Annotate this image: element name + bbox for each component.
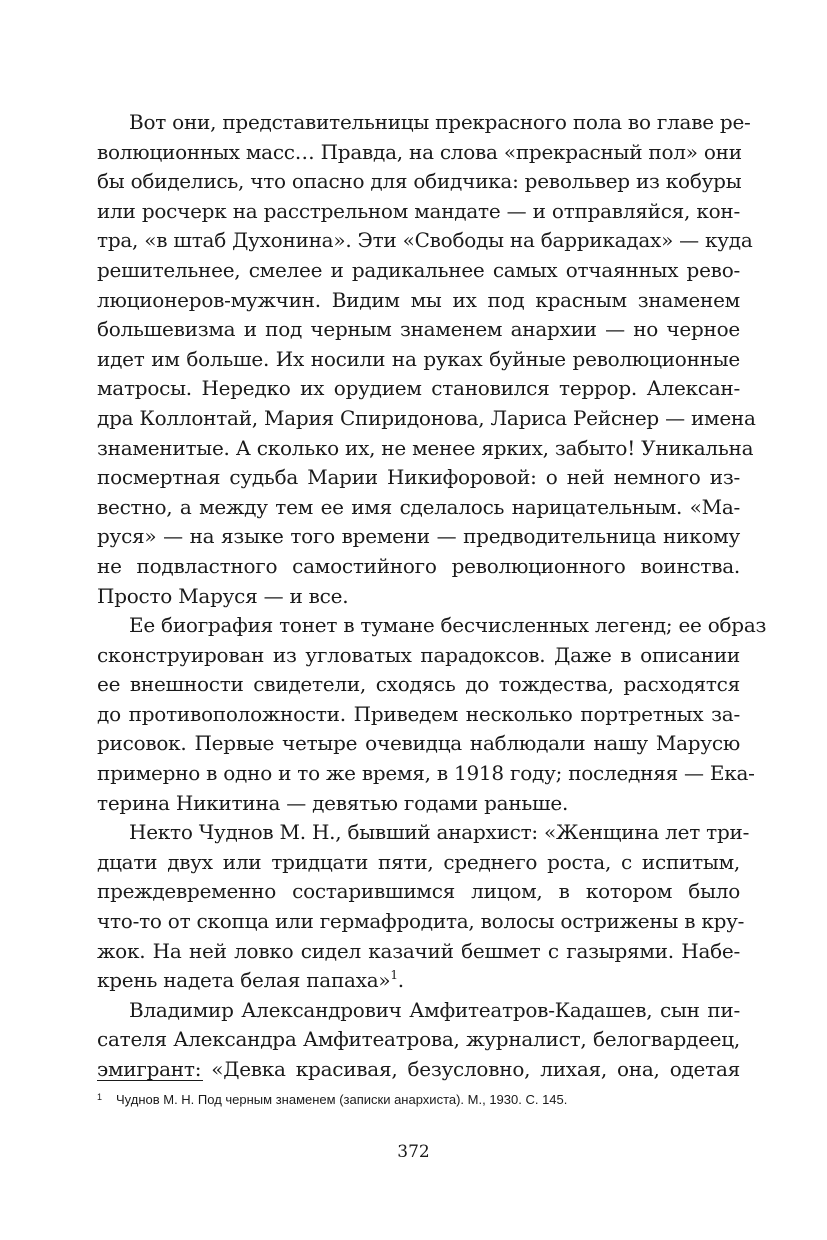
text-line: сателя Александра Амфитеатрова, журналист, белогвардеец, <box>97 1027 740 1052</box>
text-line: сконструирован из угловатых парадоксов. Даже в описании <box>97 642 740 667</box>
text-line: знаменитые. А сколько их, не менее ярких, забыто! Уникальна <box>97 435 754 460</box>
text-line: не подвластного самостийного революционного воинства. <box>97 553 740 578</box>
text-line: вестно, а между тем ее имя сделалось нарицательным. «Ма- <box>97 494 740 519</box>
text-line: что-то от скопца или гермафродита, волосы острижены в кру- <box>97 909 745 934</box>
text-line: тра, «в штаб Духонина». Эти «Свободы на баррикадах» — куда <box>97 228 753 253</box>
text-line: эмигрант: «Девка красивая, безусловно, лихая, она, одетая <box>97 1057 740 1081</box>
text-line: примерно в одно и то же время, в 1918 году; последняя — Ека- <box>97 761 755 786</box>
page-number: 372 <box>397 1142 430 1162</box>
text-line: руся» — на языке того времени — предводительница никому <box>97 524 740 549</box>
text-line: Ее биография тонет в тумане бесчисленных легенд; ее образ <box>129 613 767 638</box>
footnote <box>97 1088 567 1109</box>
text-line: посмертная судьба Марии Никифоровой: о ней немного из- <box>97 465 740 490</box>
text-line: до противоположности. Приведем несколько портретных за- <box>97 701 740 726</box>
text-line: Владимир Александрович Амфитеатров-Кадашев, сын пи- <box>129 997 740 1022</box>
text-line: или росчерк на расстрельном мандате — и отправляйся, кон- <box>97 198 740 223</box>
text-line: бы обиделись, что опасно для обидчика: револьвер из кобуры <box>97 169 742 194</box>
text-line: идет им больше. Их носили на руках буйные революционные <box>97 346 740 371</box>
footnote-mark: 1 <box>97 1092 103 1102</box>
text-line: жок. На ней ловко сидел казачий бешмет с газырями. Набе- <box>97 938 740 963</box>
footnote-reference[interactable]: 1 <box>390 968 398 983</box>
text-line: матросы. Нередко их орудием становился террор. Алексан- <box>97 376 740 401</box>
text-line: дра Коллонтай, Мария Спиридонова, Лариса Рейснер — имена <box>97 405 756 430</box>
text-line: рисовок. Первые четыре очевидца наблюдали нашу Марусю <box>97 731 740 756</box>
text-line: люционеров-мужчин. Видим мы их под красным знаменем <box>97 287 740 312</box>
text-line: Некто Чуднов М. Н., бывший анархист: «Женщина лет три- <box>129 820 750 845</box>
text-line: Просто Маруся — и все. <box>97 583 349 608</box>
main-text <box>97 108 767 1085</box>
text-line: терина Никитина — девятью годами раньше. <box>97 790 569 815</box>
text-line: дцати двух или тридцати пяти, среднего роста, с испитым, <box>97 849 740 874</box>
footnote-divider <box>97 1080 203 1081</box>
text-line: Вот они, представительницы прекрасного пола во главе ре- <box>129 110 751 134</box>
text-line: большевизма и под черным знаменем анархии — но черное <box>97 317 740 342</box>
text-line: ее внешности свидетели, сходясь до тождества, расходятся <box>97 672 740 697</box>
text-line: решительнее, смелее и радикальнее самых отчаянных рево- <box>97 257 740 282</box>
text-line: волюционных масс… Правда, на слова «прекрасный пол» они <box>97 139 742 164</box>
text-line: преждевременно состарившимся лицом, в котором было <box>97 879 740 904</box>
footnote-text: Чуднов М. Н. Под черным знаменем (записки анархиста). М., 1930. С. 145. <box>116 1092 568 1107</box>
text-line: крень надета белая папаха»$^1$. <box>97 968 404 993</box>
